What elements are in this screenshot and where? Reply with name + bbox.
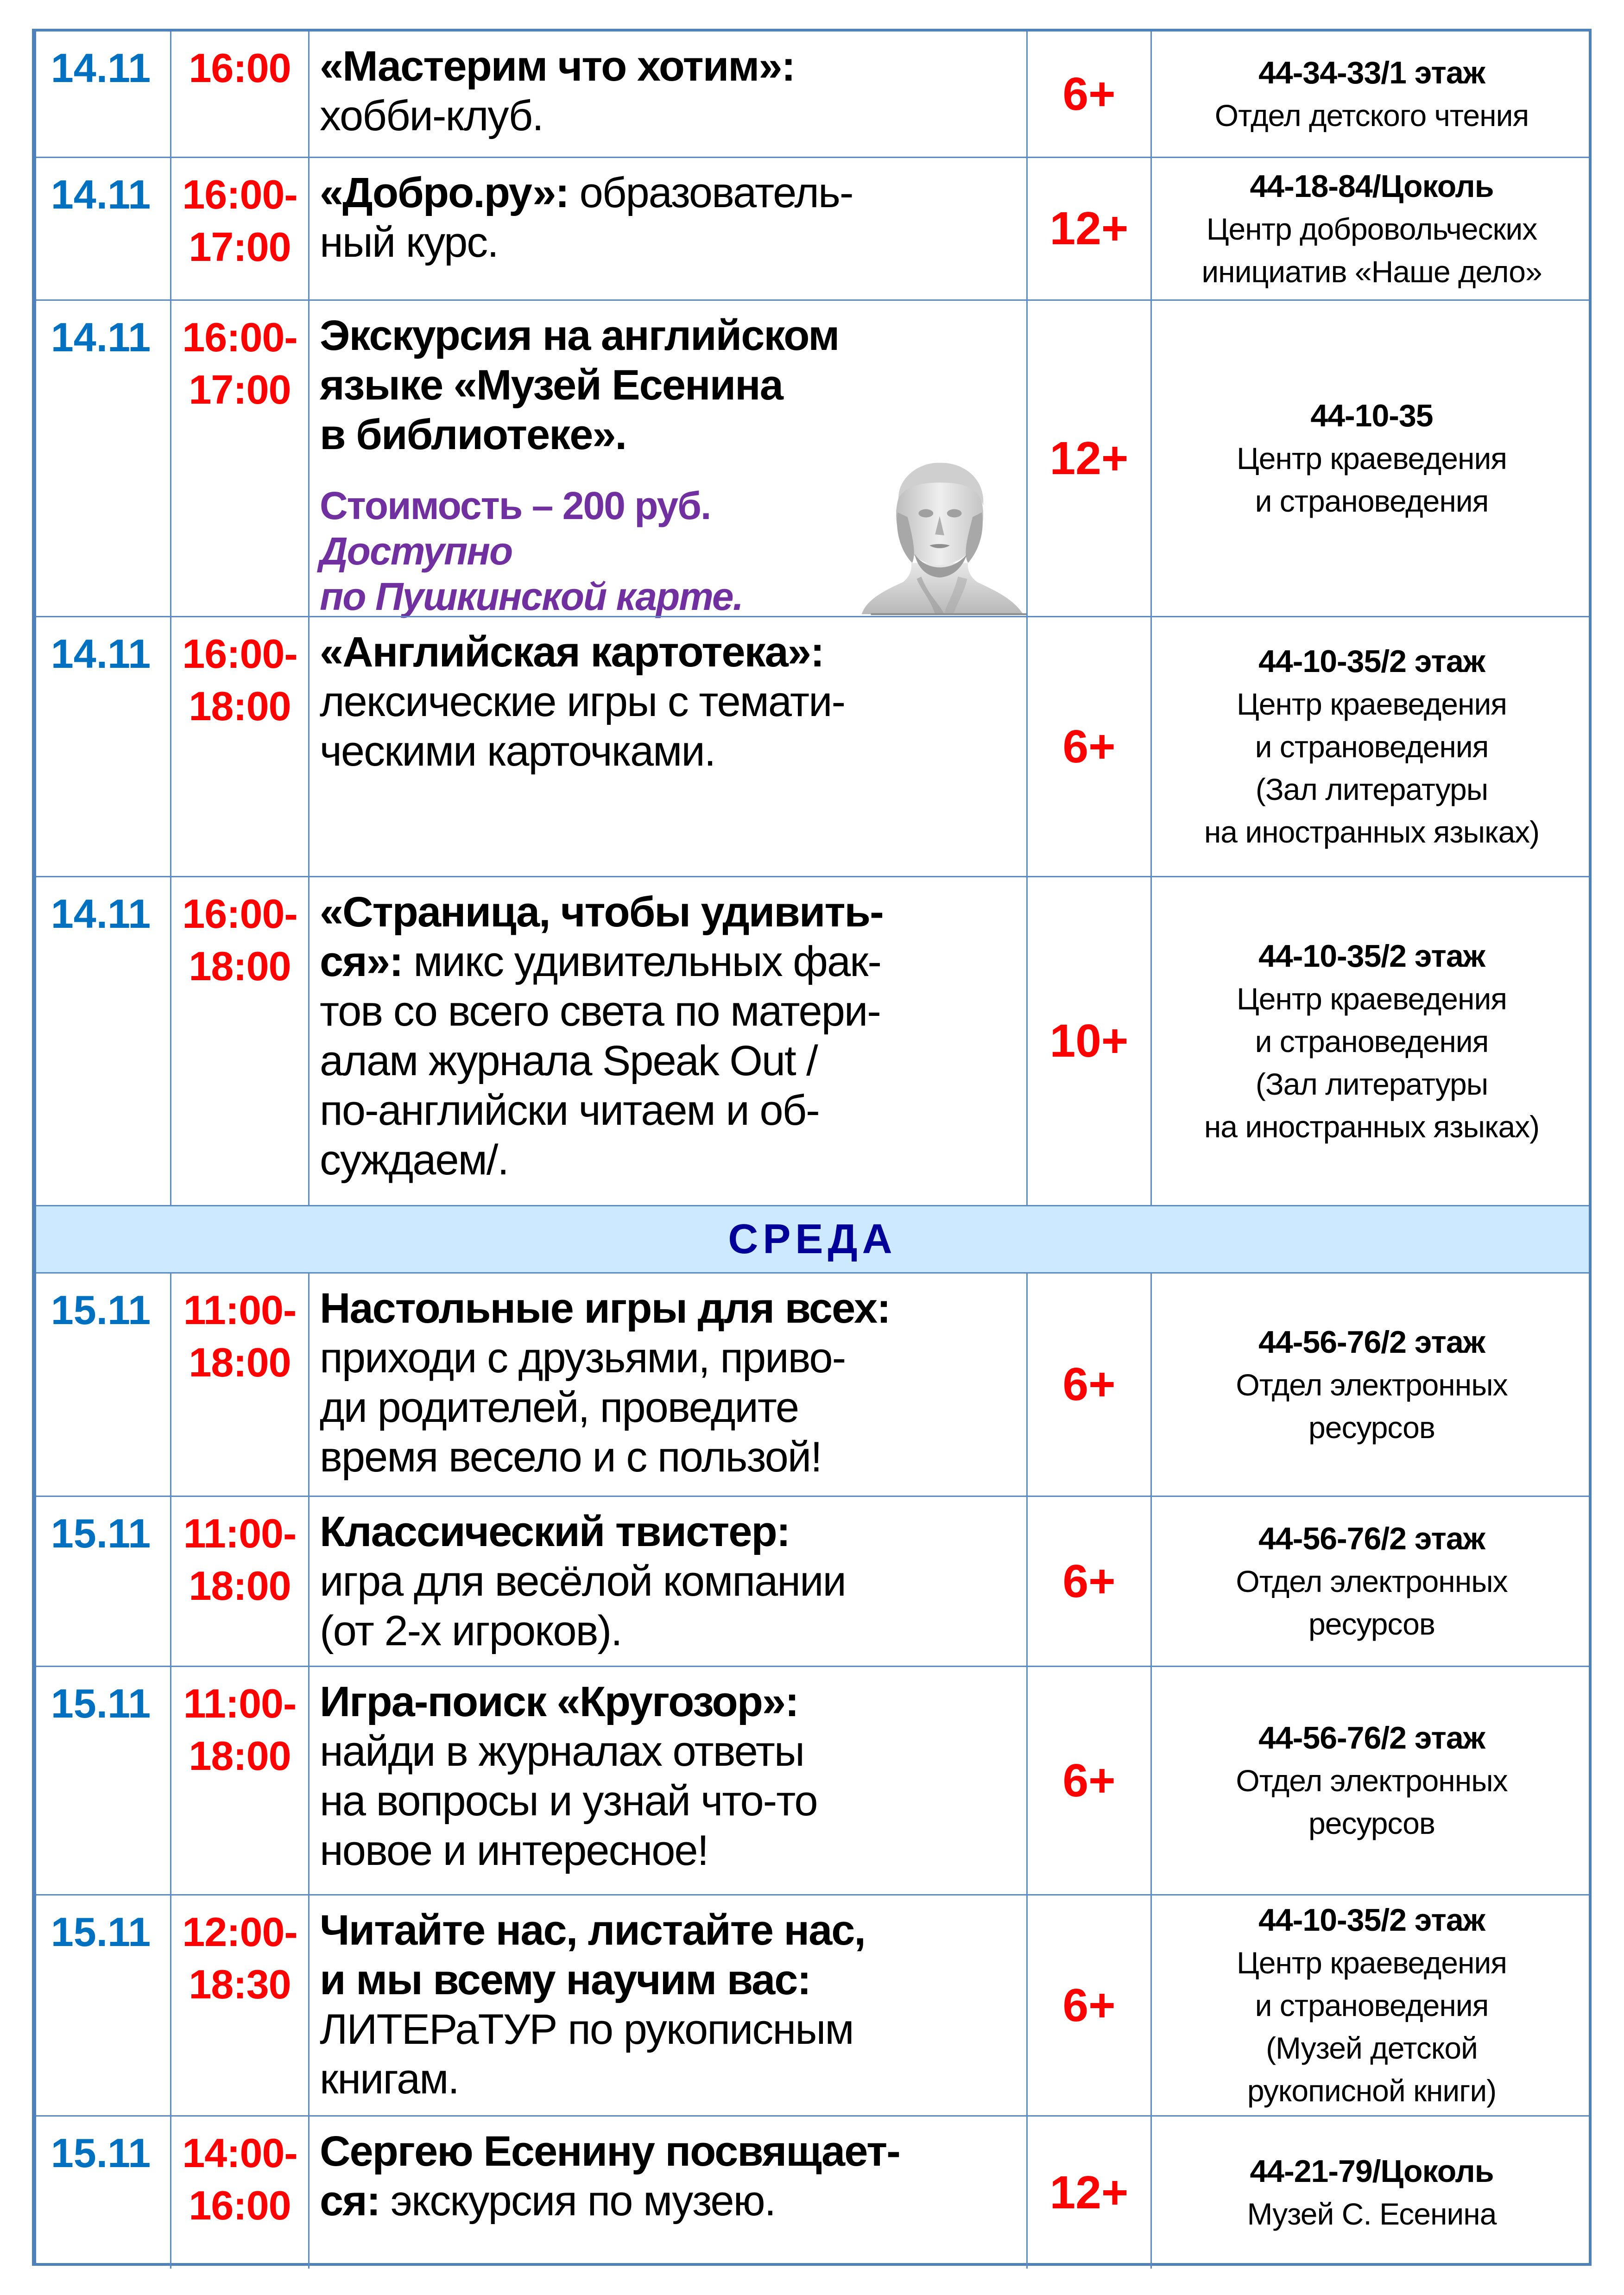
location-cell bbox=[1150, 1896, 1592, 2115]
department-name-line: Отдел электронных bbox=[1236, 1564, 1508, 1598]
event-row bbox=[36, 299, 1589, 616]
event-row bbox=[36, 2115, 1589, 2269]
event-description bbox=[310, 158, 1026, 267]
event-details: лексические игры с темати- bbox=[320, 678, 845, 725]
event-location bbox=[1152, 301, 1592, 616]
date-cell bbox=[36, 1274, 170, 1496]
department-name-line: рукописной книги) bbox=[1247, 2073, 1497, 2108]
event-location bbox=[1152, 1667, 1592, 1894]
event-details: суждаем/. bbox=[320, 1136, 508, 1184]
event-time-line: 14:00- bbox=[182, 2130, 297, 2176]
description-line bbox=[320, 42, 1026, 91]
description-line bbox=[320, 1036, 1026, 1086]
department-name-line: (Музей детской bbox=[1266, 2031, 1478, 2065]
event-time-line: 11:00- bbox=[183, 1287, 297, 1333]
event-details: новое и интересное! bbox=[320, 1827, 708, 1874]
event-time bbox=[171, 1667, 308, 1782]
description-line bbox=[320, 727, 1026, 776]
event-details: тов со всего света по матери- bbox=[320, 988, 880, 1035]
description-line bbox=[320, 1284, 1026, 1333]
event-location bbox=[1152, 1896, 1592, 2115]
event-details: найди в журналах ответы bbox=[320, 1728, 804, 1775]
description-line bbox=[320, 1333, 1026, 1383]
event-location bbox=[1152, 617, 1592, 876]
department-name-line: на иностранных языках) bbox=[1204, 1109, 1540, 1144]
event-time bbox=[171, 877, 308, 992]
event-location bbox=[1152, 2117, 1592, 2269]
age-rating-badge: 6+ bbox=[1062, 1358, 1116, 1410]
event-title: Экскурсия на английском bbox=[320, 312, 839, 359]
department-name-line: и страноведения bbox=[1255, 729, 1489, 764]
event-time-line: 18:00 bbox=[189, 1339, 291, 1385]
event-details: книгам. bbox=[320, 2055, 459, 2103]
event-details: игра для весёлой компании bbox=[320, 1558, 846, 1605]
department-name-line: Центр добровольческих bbox=[1206, 211, 1537, 246]
date-cell bbox=[36, 301, 170, 616]
event-title: и мы всему научим вас: bbox=[320, 1956, 811, 2003]
event-time-line: 12:00- bbox=[182, 1909, 297, 1955]
event-date: 14.11 bbox=[51, 314, 151, 360]
event-row bbox=[36, 1496, 1589, 1666]
description-line bbox=[320, 410, 1026, 460]
event-description bbox=[310, 877, 1026, 1185]
time-cell bbox=[170, 617, 308, 876]
description-line bbox=[320, 937, 1026, 987]
description-line bbox=[320, 677, 1026, 727]
age-cell bbox=[1026, 617, 1150, 876]
date-cell bbox=[36, 2117, 170, 2269]
location-cell bbox=[1150, 617, 1592, 876]
event-details: ди родителей, проведите bbox=[320, 1384, 799, 1431]
event-details: микс удивительных фак- bbox=[402, 938, 881, 985]
date-cell bbox=[36, 158, 170, 299]
event-details: экскурсия по музею. bbox=[379, 2177, 776, 2225]
phone-and-floor: 44-10-35/2 этаж bbox=[1258, 1902, 1485, 1938]
event-title: ся»: bbox=[320, 938, 403, 985]
description-line bbox=[320, 1086, 1026, 1135]
event-details: по-английски читаем и об- bbox=[320, 1087, 819, 1134]
date-cell bbox=[36, 32, 170, 157]
department-name-line: ресурсов bbox=[1308, 1607, 1435, 1641]
phone-and-floor: 44-10-35/2 этаж bbox=[1258, 938, 1485, 974]
event-time-line: 16:00- bbox=[182, 314, 297, 360]
day-header-row bbox=[36, 1205, 1589, 1272]
event-time bbox=[171, 158, 308, 273]
title-cell bbox=[308, 158, 1026, 299]
title-cell bbox=[308, 32, 1026, 157]
event-title: Игра-поиск «Кругозор»: bbox=[320, 1678, 798, 1725]
event-details: ческими карточками. bbox=[320, 728, 715, 775]
department-name-line: и страноведения bbox=[1255, 484, 1489, 518]
event-description bbox=[310, 1497, 1026, 1656]
event-description bbox=[310, 2117, 1026, 2226]
description-line bbox=[320, 2005, 1026, 2054]
age-rating-badge: 12+ bbox=[1049, 432, 1129, 484]
event-row bbox=[36, 157, 1589, 299]
department-name-line: (Зал литературы bbox=[1255, 772, 1488, 806]
phone-and-floor: 44-18-84/Цоколь bbox=[1250, 168, 1494, 204]
event-details: хобби-клуб. bbox=[320, 92, 543, 139]
event-time bbox=[171, 1497, 308, 1612]
age-rating-badge: 6+ bbox=[1062, 1754, 1116, 1807]
time-cell bbox=[170, 1667, 308, 1894]
phone-and-floor: 44-56-76/2 этаж bbox=[1258, 1720, 1485, 1756]
event-details: приходи с друзьями, приво- bbox=[320, 1334, 846, 1382]
event-date: 15.11 bbox=[51, 1287, 151, 1333]
event-time-line: 11:00- bbox=[183, 1680, 297, 1726]
location-cell bbox=[1150, 877, 1592, 1205]
event-description bbox=[310, 1896, 1026, 2104]
day-header-label: СРЕДА bbox=[728, 1216, 897, 1262]
event-time-line: 16:00- bbox=[182, 631, 297, 677]
department-name-line: Отдел детского чтения bbox=[1214, 98, 1529, 133]
price-label: Стоимость – 200 руб. bbox=[320, 484, 711, 527]
department-name-line: Отдел электронных bbox=[1236, 1763, 1508, 1798]
title-cell bbox=[308, 1274, 1026, 1496]
age-cell bbox=[1026, 301, 1150, 616]
event-row bbox=[36, 876, 1589, 1205]
event-title: языке «Музей Есенина bbox=[320, 361, 783, 409]
age-rating-badge: 6+ bbox=[1062, 1555, 1116, 1607]
description-line bbox=[320, 888, 1026, 937]
event-date: 14.11 bbox=[51, 45, 151, 91]
event-details: ЛИТЕРаТУР по рукописным bbox=[320, 2006, 853, 2053]
department-name-line: инициатив «Наше дело» bbox=[1201, 254, 1542, 289]
time-cell bbox=[170, 1497, 308, 1666]
department-name-line: на иностранных языках) bbox=[1204, 815, 1540, 849]
event-details: ный курс. bbox=[320, 219, 498, 266]
location-cell bbox=[1150, 158, 1592, 299]
date-cell bbox=[36, 1497, 170, 1666]
time-cell bbox=[170, 1896, 308, 2115]
event-title: в библиотеке». bbox=[320, 411, 626, 458]
description-line bbox=[320, 1606, 1026, 1656]
event-time-line: 18:00 bbox=[189, 943, 291, 989]
time-cell bbox=[170, 301, 308, 616]
title-cell bbox=[308, 301, 1026, 616]
title-cell bbox=[308, 617, 1026, 876]
age-rating-badge: 10+ bbox=[1049, 1015, 1129, 1067]
description-line bbox=[320, 218, 1026, 267]
description-line bbox=[320, 1776, 1026, 1826]
event-location bbox=[1152, 1274, 1592, 1496]
event-time bbox=[171, 32, 308, 94]
department-name-line: Отдел электронных bbox=[1236, 1367, 1508, 1402]
age-cell bbox=[1026, 32, 1150, 157]
department-name-line: Центр краеведения bbox=[1236, 1946, 1507, 1980]
age-rating-badge: 6+ bbox=[1062, 1979, 1116, 2031]
event-time-line: 18:00 bbox=[189, 1563, 291, 1609]
schedule-table bbox=[32, 29, 1592, 2266]
event-details: алам журнала Speak Out / bbox=[320, 1037, 817, 1084]
event-location bbox=[1152, 32, 1592, 157]
age-cell bbox=[1026, 877, 1150, 1205]
event-row bbox=[36, 616, 1589, 876]
event-description bbox=[310, 1274, 1026, 1482]
event-time bbox=[171, 301, 308, 416]
event-title: «Английская картотека»: bbox=[320, 628, 824, 676]
age-rating-badge: 6+ bbox=[1062, 68, 1116, 120]
event-time-line: 17:00 bbox=[189, 224, 291, 270]
event-title: «Мастерим что хотим»: bbox=[320, 43, 795, 90]
department-name-line: Центр краеведения bbox=[1236, 441, 1507, 475]
phone-and-floor: 44-21-79/Цоколь bbox=[1250, 2154, 1494, 2189]
event-time-line: 18:00 bbox=[189, 1733, 291, 1779]
phone-and-floor: 44-34-33/1 этаж bbox=[1258, 55, 1485, 90]
department-name-line: Центр краеведения bbox=[1236, 981, 1507, 1016]
description-line bbox=[320, 628, 1026, 677]
title-cell bbox=[308, 2117, 1026, 2269]
event-title: «Страница, чтобы удивить- bbox=[320, 888, 883, 936]
phone-and-floor: 44-56-76/2 этаж bbox=[1258, 1324, 1485, 1360]
event-title: Сергею Есенину посвящает- bbox=[320, 2128, 900, 2175]
description-line bbox=[320, 2127, 1026, 2176]
event-time-line: 16:00 bbox=[189, 45, 291, 91]
description-line bbox=[320, 2176, 1026, 2226]
description-line bbox=[320, 1135, 1026, 1185]
phone-and-floor: 44-10-35/2 этаж bbox=[1258, 644, 1485, 679]
event-date: 15.11 bbox=[51, 1680, 151, 1726]
event-time-line: 16:00 bbox=[189, 2182, 291, 2228]
time-cell bbox=[170, 877, 308, 1205]
event-title: ся: bbox=[320, 2177, 380, 2225]
description-line bbox=[320, 1507, 1026, 1557]
event-date: 15.11 bbox=[51, 2130, 151, 2176]
department-name-line: ресурсов bbox=[1308, 1806, 1435, 1840]
date-cell bbox=[36, 1667, 170, 1894]
age-rating-badge: 12+ bbox=[1049, 2166, 1129, 2219]
event-date: 14.11 bbox=[51, 891, 151, 937]
title-cell bbox=[308, 877, 1026, 1205]
event-row bbox=[36, 32, 1589, 157]
event-date: 15.11 bbox=[51, 1510, 151, 1556]
department-name-line: Музей С. Есенина bbox=[1247, 2197, 1497, 2231]
age-cell bbox=[1026, 1274, 1150, 1496]
time-cell bbox=[170, 158, 308, 299]
title-cell bbox=[308, 1667, 1026, 1894]
event-details: (от 2-х игроков). bbox=[320, 1607, 622, 1655]
age-cell bbox=[1026, 158, 1150, 299]
location-cell bbox=[1150, 32, 1592, 157]
event-location bbox=[1152, 877, 1592, 1205]
event-title: «Добро.ру»: bbox=[320, 169, 569, 216]
event-time-line: 11:00- bbox=[183, 1510, 297, 1556]
event-date: 14.11 bbox=[51, 631, 151, 677]
pushkin-card-note: Доступно bbox=[320, 529, 512, 573]
description-line bbox=[320, 1906, 1026, 1955]
event-time bbox=[171, 1896, 308, 2010]
department-name-line: и страноведения bbox=[1255, 1024, 1489, 1059]
event-date: 15.11 bbox=[51, 1909, 151, 1955]
event-details: образователь- bbox=[569, 169, 853, 216]
description-line bbox=[320, 1955, 1026, 2005]
age-rating-badge: 12+ bbox=[1049, 203, 1129, 254]
title-cell bbox=[308, 1896, 1026, 2115]
event-title: Читайте нас, листайте нас, bbox=[320, 1907, 865, 1954]
location-cell bbox=[1150, 301, 1592, 616]
description-line bbox=[320, 1557, 1026, 1606]
event-details: на вопросы и узнай что-то bbox=[320, 1777, 817, 1825]
event-title: Настольные игры для всех: bbox=[320, 1285, 890, 1332]
department-name-line: ресурсов bbox=[1308, 1410, 1435, 1445]
location-cell bbox=[1150, 2117, 1592, 2269]
time-cell bbox=[170, 1274, 308, 1496]
pushkin-card-note: по Пушкинской карте. bbox=[320, 575, 743, 618]
date-cell bbox=[36, 877, 170, 1205]
event-time bbox=[171, 2117, 308, 2232]
event-details: время весело и с пользой! bbox=[320, 1433, 821, 1481]
event-time-line: 18:30 bbox=[189, 1961, 291, 2007]
event-description bbox=[310, 32, 1026, 141]
age-cell bbox=[1026, 2117, 1150, 2269]
age-cell bbox=[1026, 1896, 1150, 2115]
event-time-line: 17:00 bbox=[189, 367, 291, 412]
phone-and-floor: 44-10-35 bbox=[1310, 398, 1433, 433]
description-line bbox=[320, 1383, 1026, 1433]
location-cell bbox=[1150, 1274, 1592, 1496]
age-rating-badge: 6+ bbox=[1062, 720, 1116, 773]
description-line bbox=[320, 1826, 1026, 1876]
event-time-line: 16:00- bbox=[182, 171, 297, 217]
event-date: 14.11 bbox=[51, 171, 151, 217]
description-line bbox=[320, 1433, 1026, 1482]
event-row bbox=[36, 1272, 1589, 1496]
time-cell bbox=[170, 2117, 308, 2269]
phone-and-floor: 44-56-76/2 этаж bbox=[1258, 1521, 1485, 1556]
event-location bbox=[1152, 158, 1592, 299]
date-cell bbox=[36, 617, 170, 876]
location-cell bbox=[1150, 1667, 1592, 1894]
time-cell bbox=[170, 32, 308, 157]
department-name-line: (Зал литературы bbox=[1255, 1066, 1488, 1101]
age-cell bbox=[1026, 1667, 1150, 1894]
location-cell bbox=[1150, 1497, 1592, 1666]
title-cell bbox=[308, 1497, 1026, 1666]
description-line bbox=[320, 1727, 1026, 1776]
description-line bbox=[320, 2054, 1026, 2104]
event-title: Классический твистер: bbox=[320, 1508, 790, 1555]
event-row bbox=[36, 1666, 1589, 1894]
department-name-line: и страноведения bbox=[1255, 1988, 1489, 2022]
description-line bbox=[320, 168, 1026, 218]
description-line bbox=[320, 361, 1026, 410]
event-description bbox=[310, 1667, 1026, 1876]
age-cell bbox=[1026, 1497, 1150, 1666]
department-name-line: Центр краеведения bbox=[1236, 687, 1507, 721]
event-description bbox=[310, 617, 1026, 776]
event-time-line: 16:00- bbox=[182, 891, 297, 937]
pushkin-bust-image bbox=[853, 461, 1027, 616]
event-time bbox=[171, 617, 308, 732]
event-time bbox=[171, 1274, 308, 1388]
event-row bbox=[36, 1894, 1589, 2115]
event-time-line: 18:00 bbox=[189, 683, 291, 729]
event-location bbox=[1152, 1497, 1592, 1666]
description-line bbox=[320, 1677, 1026, 1727]
date-cell bbox=[36, 1896, 170, 2115]
description-line bbox=[320, 91, 1026, 141]
description-line bbox=[320, 311, 1026, 361]
description-line bbox=[320, 987, 1026, 1036]
